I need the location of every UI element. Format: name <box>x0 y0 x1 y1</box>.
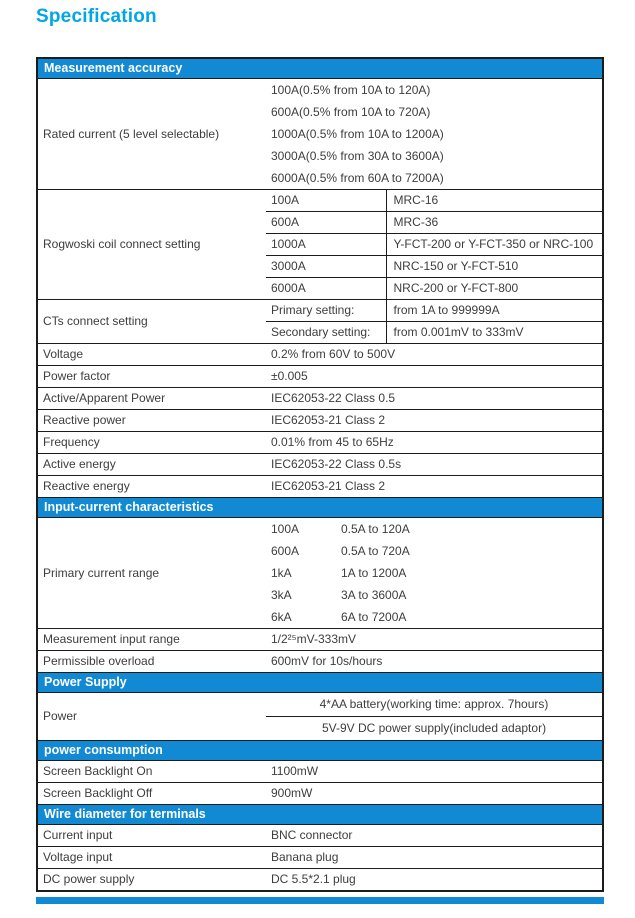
table-row <box>37 825 603 847</box>
rogwoski-model: NRC-200 or Y-FCT-800 <box>386 278 603 300</box>
table-row <box>37 454 603 476</box>
primary-range-span: 0.5A to 720A <box>341 544 410 558</box>
rogwoski-range: 600A <box>266 212 386 234</box>
cts-value: from 1A to 999999A <box>386 300 603 322</box>
primary-range-level: 3kA <box>271 588 292 602</box>
primary-range-line <box>266 562 602 584</box>
row-value: 600mV for 10s/hours <box>266 651 603 673</box>
row-value: 1/2²⁵mV-333mV <box>266 629 603 651</box>
section-header-power-consumption: power consumption <box>37 741 603 761</box>
table-row <box>37 432 603 454</box>
page-title: Specification <box>36 6 157 27</box>
table-row <box>37 693 603 741</box>
section-header-power-supply: Power Supply <box>37 673 603 693</box>
row-label: Active/Apparent Power <box>37 388 266 410</box>
row-label: Measurement input range <box>37 629 266 651</box>
table-row <box>37 388 603 410</box>
row-value: IEC62053-22 Class 0.5 <box>266 388 603 410</box>
row-label-power: Power <box>37 693 266 741</box>
power-line: 4*AA battery(working time: approx. 7hours) <box>266 693 602 717</box>
primary-range-line <box>266 518 602 540</box>
row-label: Screen Backlight Off <box>37 783 266 805</box>
row-label: Screen Backlight On <box>37 761 266 783</box>
rated-current-line: 6000A(0.5% from 60A to 7200A) <box>271 171 444 185</box>
row-value: 900mW <box>266 783 603 805</box>
table-row <box>37 629 603 651</box>
row-value: 0.2% from 60V to 500V <box>266 344 603 366</box>
rated-current-line: 100A(0.5% from 10A to 120A) <box>271 83 431 97</box>
row-label: Reactive energy <box>37 476 266 498</box>
row-value: 0.01% from 45 to 65Hz <box>266 432 603 454</box>
table-row <box>37 869 603 892</box>
power-values <box>266 693 603 741</box>
table-row <box>37 498 603 518</box>
row-label: Voltage <box>37 344 266 366</box>
row-label-primary-current-range: Primary current range <box>37 518 266 629</box>
row-value: IEC62053-21 Class 2 <box>266 410 603 432</box>
table-row <box>37 805 603 825</box>
row-value: Banana plug <box>266 847 603 869</box>
section-header-input-current: Input-current characteristics <box>37 498 603 518</box>
row-label: Power factor <box>37 366 266 388</box>
row-label: Permissible overload <box>37 651 266 673</box>
specification-table <box>36 57 604 892</box>
table-row <box>37 366 603 388</box>
row-label: Current input <box>37 825 266 847</box>
table-row <box>37 673 603 693</box>
cts-setting: Secondary setting: <box>266 322 386 344</box>
table-row <box>37 410 603 432</box>
primary-range-span: 1A to 1200A <box>341 566 407 580</box>
row-value: IEC62053-21 Class 2 <box>266 476 603 498</box>
rogwoski-range: 3000A <box>266 256 386 278</box>
primary-range-level: 100A <box>271 522 300 536</box>
table-row <box>37 58 603 79</box>
table-row <box>37 79 603 190</box>
cts-value: from 0.001mV to 333mV <box>386 322 603 344</box>
rogwoski-range: 1000A <box>266 234 386 256</box>
row-label-rogwoski: Rogwoski coil connect setting <box>37 190 266 300</box>
rated-current-line: 600A(0.5% from 10A to 720A) <box>271 105 431 119</box>
table-row <box>37 847 603 869</box>
primary-range-level: 1kA <box>271 566 292 580</box>
row-value: IEC62053-22 Class 0.5s <box>266 454 603 476</box>
row-label: DC power supply <box>37 869 266 892</box>
section-header-wire-diameter: Wire diameter for terminals <box>37 805 603 825</box>
table-row <box>37 518 603 629</box>
row-value: BNC connector <box>266 825 603 847</box>
row-label: Reactive power <box>37 410 266 432</box>
row-label: Frequency <box>37 432 266 454</box>
table-row <box>37 783 603 805</box>
row-label: Active energy <box>37 454 266 476</box>
specification-page <box>0 6 635 918</box>
next-section-header-partial <box>36 897 604 904</box>
power-line: 5V-9V DC power supply(included adaptor) <box>321 721 547 735</box>
row-value: ±0.005 <box>266 366 603 388</box>
row-label-rated-current: Rated current (5 level selectable) <box>37 79 266 190</box>
table-row <box>37 741 603 761</box>
row-label-cts: CTs connect setting <box>37 300 266 344</box>
primary-range-line <box>266 584 602 606</box>
primary-range-span: 6A to 7200A <box>341 610 407 624</box>
primary-range-line <box>266 540 602 562</box>
primary-range-level: 6kA <box>271 610 292 624</box>
table-row <box>37 300 603 322</box>
rated-current-line: 1000A(0.5% from 10A to 1200A) <box>271 127 444 141</box>
row-value: DC 5.5*2.1 plug <box>266 869 603 892</box>
rogwoski-model: NRC-150 or Y-FCT-510 <box>386 256 603 278</box>
table-row <box>37 761 603 783</box>
rated-current-values <box>266 79 603 190</box>
rogwoski-model: MRC-16 <box>386 190 603 212</box>
rogwoski-model: Y-FCT-200 or Y-FCT-350 or NRC-100 <box>386 234 603 256</box>
row-label: Voltage input <box>37 847 266 869</box>
table-row <box>37 476 603 498</box>
table-row <box>37 190 603 212</box>
primary-range-span: 3A to 3600A <box>341 588 407 602</box>
rogwoski-model: MRC-36 <box>386 212 603 234</box>
cts-setting: Primary setting: <box>266 300 386 322</box>
table-row <box>37 344 603 366</box>
row-value: 1100mW <box>266 761 603 783</box>
primary-range-span: 0.5A to 120A <box>341 522 410 536</box>
primary-current-range-values <box>266 518 603 629</box>
primary-range-level: 600A <box>271 544 300 558</box>
rogwoski-range: 100A <box>266 190 386 212</box>
rogwoski-range: 6000A <box>266 278 386 300</box>
section-header-measurement-accuracy: Measurement accuracy <box>37 58 603 79</box>
table-row <box>37 651 603 673</box>
rated-current-line: 3000A(0.5% from 30A to 3600A) <box>271 149 444 163</box>
primary-range-line <box>266 606 602 628</box>
